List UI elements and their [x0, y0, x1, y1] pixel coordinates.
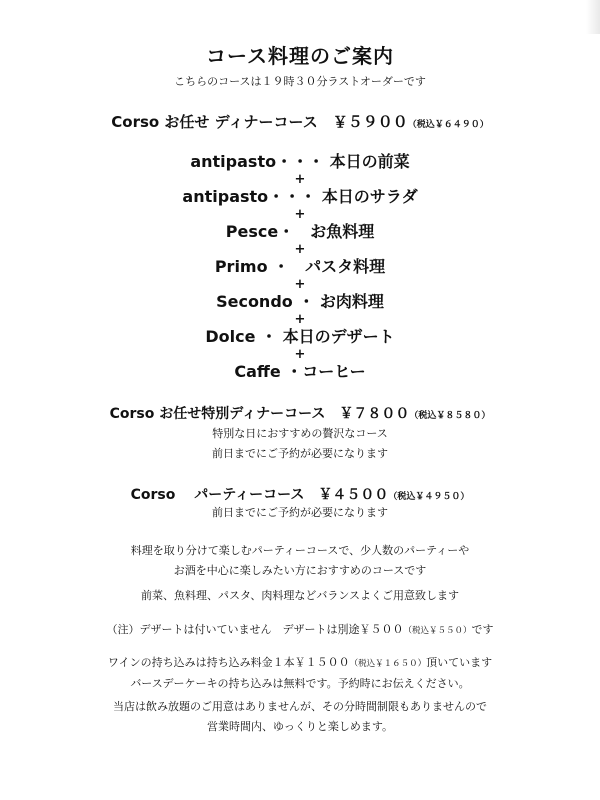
menu-item-antipasto-starter: antipasto・・・ 本日の前菜 — [190, 152, 410, 171]
last-order-note: こちらのコースは１９時３０分ラストオーダーです — [174, 75, 426, 88]
wine-corkage-end: 頂いています — [426, 656, 493, 669]
bring-your-own-note — [0, 653, 600, 694]
plus-separator: + — [294, 242, 306, 257]
reservation-required-note: 前日までにご予約が必要になります — [212, 447, 388, 460]
plus-separator: + — [294, 172, 306, 187]
party-course-description — [0, 541, 600, 581]
menu-item-secondo: Secondo ・ お肉料理 — [216, 292, 384, 311]
menu-item-primo: Primo ・ パスタ料理 — [214, 257, 386, 276]
course-special-dinner — [0, 403, 600, 423]
party-reservation-note: 前日までにご予約が必要になります — [212, 506, 388, 519]
course-name-price: Corso パーティーコース ￥４５００ — [130, 487, 389, 503]
special-course-notes — [0, 424, 600, 464]
plus-separator: + — [294, 277, 306, 292]
drinks-policy-line: 営業時間内、ゆっくりと楽しめます。 — [206, 720, 393, 733]
plus-separator: + — [294, 312, 306, 327]
wine-corkage-tax: （税込￥１６５０） — [349, 659, 427, 669]
course-party — [0, 484, 600, 504]
birthday-cake-note: バースデーケーキの持ち込みは無料です。予約時にお伝えください。 — [130, 677, 470, 690]
course-omakase-dinner — [0, 111, 600, 132]
menu-item-pesce: Pesce・ お魚料理 — [225, 222, 375, 241]
dessert-note — [0, 620, 600, 641]
wine-corkage-text: ワインの持ち込みは持ち込み料金１本￥１５００ — [107, 656, 350, 669]
plus-separator: + — [294, 207, 306, 222]
wine-corkage-line — [0, 653, 600, 674]
menu-item-antipasto-salad: antipasto・・・ 本日のサラダ — [182, 187, 418, 206]
course-name-price: Corso お任せ特別ディナーコース ￥７８００ — [109, 406, 410, 422]
dessert-tax-price: （税込￥５５０） — [403, 626, 472, 636]
drinks-policy-line: 当店は飲み放題のご用意はありませんが、その分時間制限もありませんので — [113, 700, 487, 713]
party-description-line: お酒を中心に楽しみたい方におすすめのコースです — [173, 564, 427, 577]
balance-note: 前菜、魚料理、パスタ、肉料理などバランスよくご用意致します — [140, 589, 459, 602]
course-tax-price: （税込￥６４９０） — [407, 120, 489, 130]
menu-item-caffe: Caffe ・コーヒー — [234, 362, 366, 381]
dessert-note-text: （注）デザートは付いていません デザートは別途￥５００ — [106, 623, 404, 636]
plus-separator: + — [294, 347, 306, 362]
menu-item-dolce: Dolce ・ 本日のデザート — [205, 327, 395, 346]
course-tax-price: （税込￥４９５０） — [388, 492, 470, 502]
special-course-description: 特別な日におすすめの贅沢なコース — [212, 427, 388, 440]
party-description-line: 料理を取り分けて楽しむパーティーコースで、少人数のパーティーや — [130, 544, 470, 557]
dessert-note-end: です — [471, 623, 494, 636]
drinks-policy-note — [0, 697, 600, 737]
course-menu-list — [0, 150, 600, 384]
course-tax-price: （税込￥８５８０） — [409, 411, 491, 421]
course-name-price: Corso お任せ ディナーコース ￥５９００ — [111, 113, 408, 131]
page-corner-shadow — [586, 0, 600, 34]
page-title: コース料理のご案内 — [206, 44, 394, 68]
